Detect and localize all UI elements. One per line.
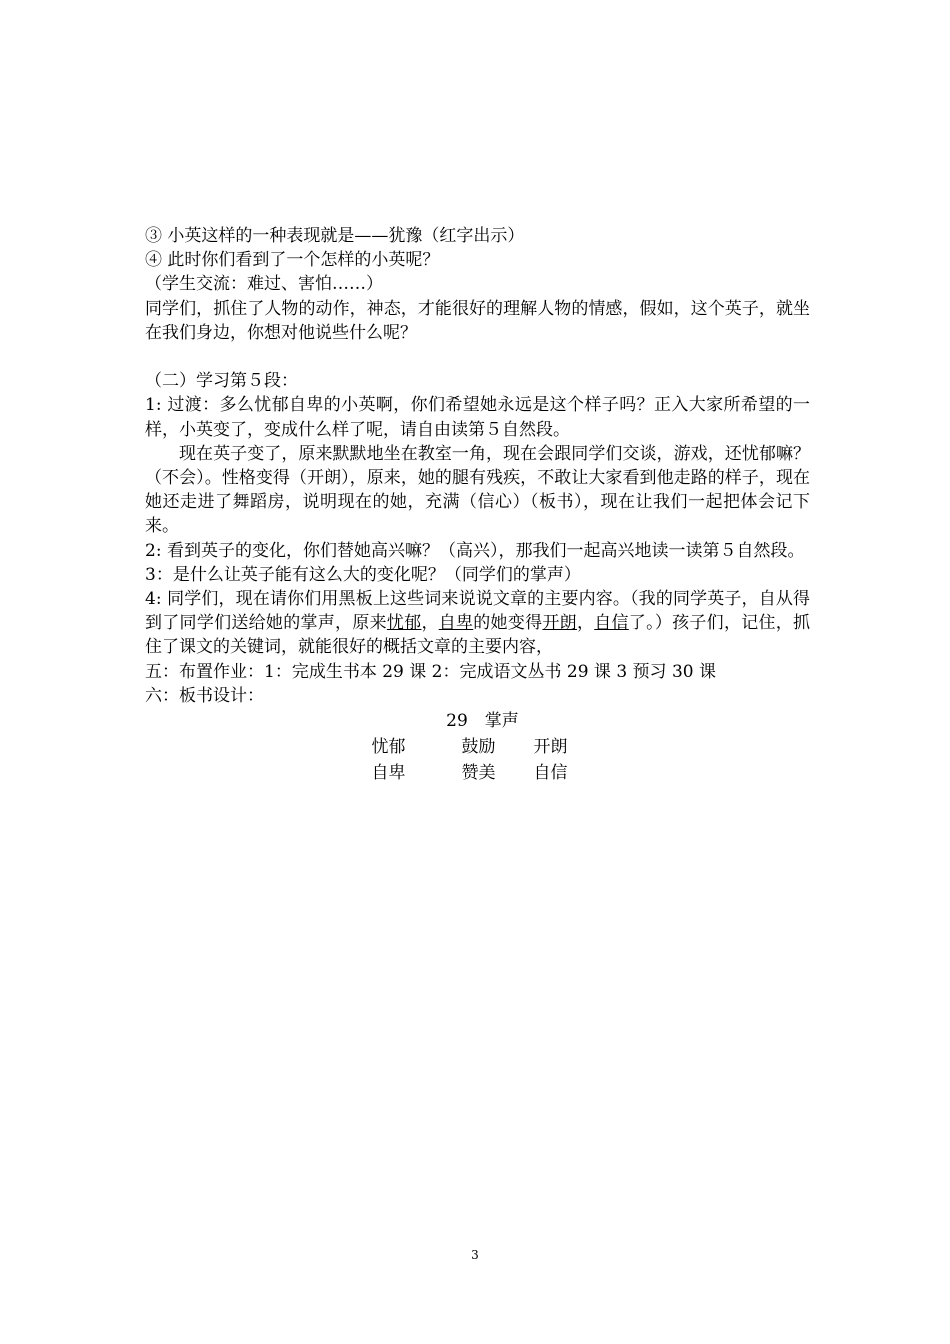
board-word: 鼓励 <box>461 737 496 758</box>
question-3-line: 3：是什么让英子能有这么大的变化呢？（同学们的掌声） <box>145 564 581 585</box>
board-word: 赞美 <box>461 763 496 784</box>
teacher-prompt-paragraph: 同学们，抓住了人物的动作，神态，才能很好的理解人物的情感，假如，这个英子，就坐在我们身边，你想对他说些什么呢？ <box>145 298 810 343</box>
page-number: 3 <box>471 1248 479 1262</box>
change-paragraph: 现在英子变了，原来默默地坐在教室一角，现在会跟同学们交谈，游戏，还忧郁嘛？（不会）。性格变得（开朗），原来，她的腿有残疾，不敢让大家看到他走路的样子，现在她还走进了舞蹈房，说明现在的她，充满（信心）（板书），现在让我们一起把体会记下来。 <box>145 443 810 537</box>
summary-text-1: 4: 同学们，现在请你们用黑板上这些词来说说文章的主要内容。（我的同学英子，自从得到了同学们送给她的掌声，原来 <box>145 589 810 634</box>
board-word: 忧郁 <box>371 737 406 758</box>
step-4-line: ④ 此时你们看到了一个怎样的小英呢？ <box>145 250 440 271</box>
summary-text-3: 的她变得 <box>473 613 543 634</box>
keyword-underlined-3: 开朗 <box>542 613 577 634</box>
transition-paragraph: 1: 过渡：多么忧郁自卑的小英啊，你们希望她永远是这个样子吗？正入大家所希望的一样，小英变了，变成什么样了呢，请自由读第５自然段。 <box>145 395 810 440</box>
board-title: 29 掌声 <box>446 711 519 732</box>
section-two-heading: （二）学习第５段： <box>145 371 298 392</box>
board-row-1 <box>145 734 810 760</box>
board-word: 自信 <box>533 763 568 784</box>
board-word: 自卑 <box>371 763 406 784</box>
summary-paragraph <box>145 587 810 660</box>
board-design <box>145 708 810 786</box>
board-row-2 <box>145 760 810 786</box>
blank-line <box>145 345 810 369</box>
keyword-underlined-1: 忧郁 <box>386 613 422 634</box>
summary-text-5: 了。）孩子们，记住，抓住了课文的关键词，就能很好的概括文章的主要内容， <box>145 613 811 658</box>
homework-line: 五：布置作业：1：完成生书本 29 课 2：完成语文丛书 29 课 3 预习 30 课 <box>145 661 716 682</box>
keyword-underlined-4: 自信 <box>594 613 629 634</box>
board-word: 开朗 <box>533 737 568 758</box>
student-exchange-line: （学生交流：难过、害怕……） <box>145 274 383 295</box>
board-design-heading: 六：板书设计： <box>145 685 264 706</box>
keyword-underlined-2: 自卑 <box>438 613 474 634</box>
step-3-line: ③ 小英这样的一种表现就是——犹豫（红字出示） <box>145 226 525 246</box>
summary-text-4: ， <box>576 613 595 634</box>
question-2-paragraph: 2: 看到英子的变化，你们替她高兴嘛？（高兴），那我们一起高兴地读一读第５自然段。 <box>145 540 805 561</box>
lesson-body <box>145 224 810 786</box>
summary-text-2: ， <box>421 613 439 634</box>
